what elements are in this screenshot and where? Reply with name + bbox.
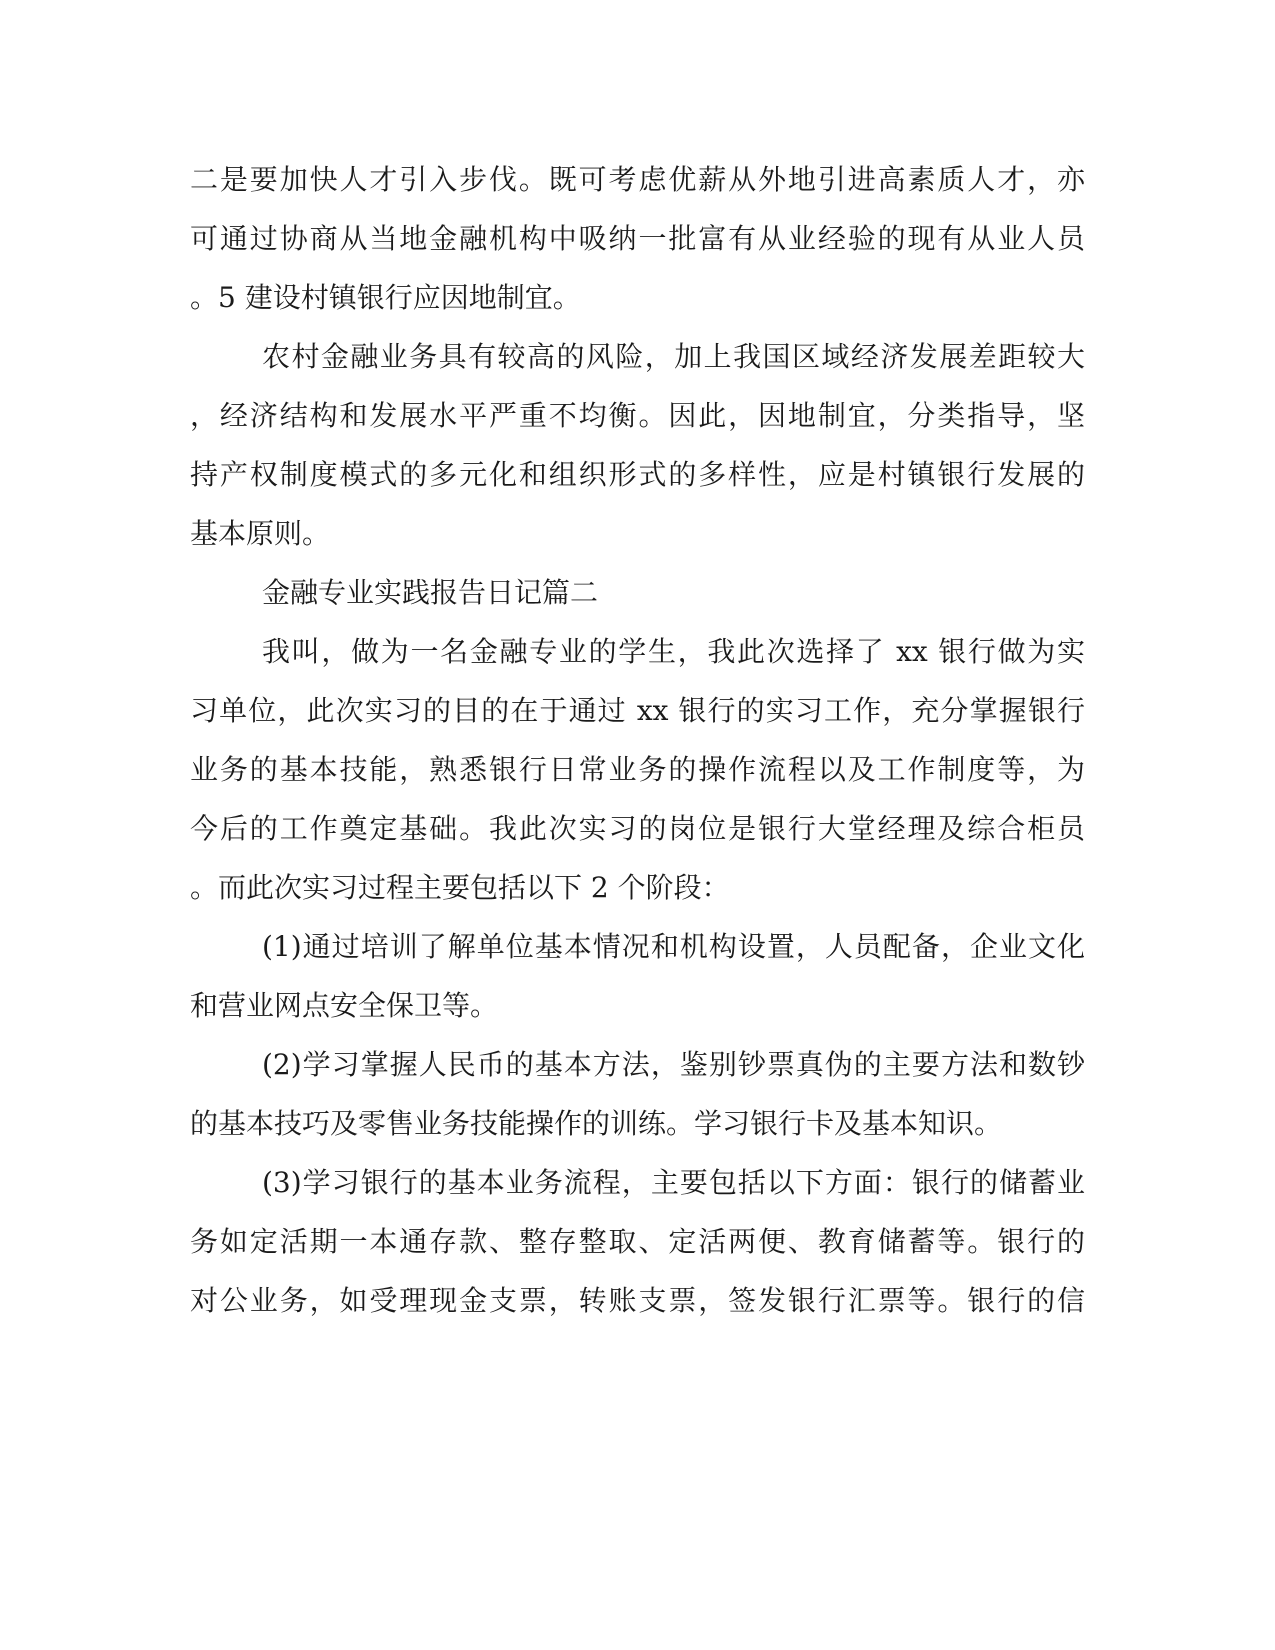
text-line: 今后的工作奠定基础。我此次实习的岗位是银行大堂经理及综合柜员 [190, 812, 1085, 845]
text-line: 对公业务，如受理现金支票，转账支票，签发银行汇票等。银行的信 [190, 1284, 1085, 1317]
text-line: (3)学习银行的基本业务流程，主要包括以下方面：银行的储蓄业 [262, 1166, 1085, 1199]
text-line: 二是要加快人才引入步伐。既可考虑优薪从外地引进高素质人才，亦 [190, 163, 1085, 196]
text-line: 我叫，做为一名金融专业的学生，我此次选择了 xx 银行做为实 [262, 635, 1085, 668]
text-line: (2)学习掌握人民币的基本方法，鉴别钞票真伪的主要方法和数钞 [262, 1048, 1085, 1081]
text-line: 农村金融业务具有较高的风险，加上我国区域经济发展差距较大 [262, 340, 1085, 373]
text-line: 持产权制度模式的多元化和组织形式的多样性，应是村镇银行发展的 [190, 458, 1085, 491]
text-line: 和营业网点安全保卫等。 [190, 989, 499, 1022]
text-line: 。而此次实习过程主要包括以下 2 个阶段： [190, 871, 730, 904]
text-line: 可通过协商从当地金融机构中吸纳一批富有从业经验的现有从业人员 [190, 222, 1085, 255]
text-line: 的基本技巧及零售业务技能操作的训练。学习银行卡及基本知识。 [190, 1107, 1003, 1140]
section-heading: 金融专业实践报告日记篇二 [262, 576, 599, 609]
text-line: ，经济结构和发展水平严重不均衡。因此，因地制宜，分类指导，坚 [190, 399, 1085, 432]
text-line: 基本原则。 [190, 517, 331, 550]
text-line: 。5 建设村镇银行应因地制宜。 [190, 281, 581, 314]
text-line: (1)通过培训了解单位基本情况和机构设置，人员配备，企业文化 [262, 930, 1085, 963]
text-line: 务如定活期一本通存款、整存整取、定活两便、教育储蓄等。银行的 [190, 1225, 1085, 1258]
text-line: 习单位，此次实习的目的在于通过 xx 银行的实习工作，充分掌握银行 [190, 694, 1085, 727]
text-line: 业务的基本技能，熟悉银行日常业务的操作流程以及工作制度等，为 [190, 753, 1085, 786]
